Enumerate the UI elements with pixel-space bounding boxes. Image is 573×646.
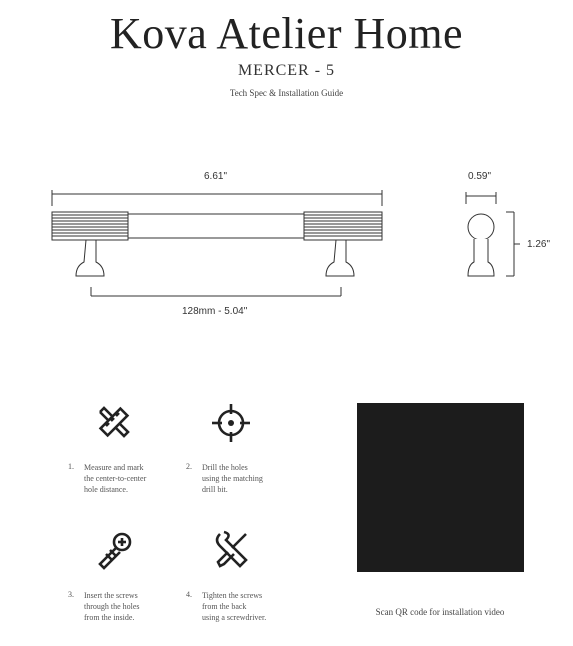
projection-label: 1.26": [527, 239, 551, 250]
left-post: [76, 240, 104, 276]
step-4-text: Tighten the screws from the back using a screwdriver.: [202, 591, 267, 622]
screwdriver-wrench-icon: [212, 530, 252, 570]
step-4-number: 4.: [186, 590, 192, 599]
model-name: MERCER - 5: [237, 62, 336, 79]
crosshair-icon: [210, 402, 252, 444]
step-2-number: 2.: [186, 462, 192, 471]
ruler-pencil-icon: [94, 402, 134, 442]
step-3-text: Insert the screws through the holes from the inside.: [84, 591, 140, 622]
handle-bar: [128, 214, 304, 238]
diameter-label: 0.59": [468, 171, 492, 182]
step-3-number: 3.: [68, 590, 74, 599]
step-2-text: Drill the holes using the matching drill bit.: [202, 463, 263, 494]
hole-spacing-label: 128mm - 5.04": [182, 306, 248, 317]
qr-code[interactable]: [357, 403, 524, 572]
overall-length-label: 6.61": [204, 171, 228, 182]
qr-caption: Scan QR code for installation video: [375, 607, 505, 617]
side-view-bar-section: [468, 214, 494, 240]
right-post: [326, 240, 354, 276]
step-1-text: Measure and mark the center-to-center hole distance.: [84, 463, 147, 494]
step-1-number: 1.: [68, 462, 74, 471]
screw-icon: [94, 530, 134, 570]
brand-title: Kova Atelier Home: [109, 9, 464, 58]
document-subtitle: Tech Spec & Installation Guide: [229, 88, 344, 98]
side-view-post: [468, 239, 494, 276]
